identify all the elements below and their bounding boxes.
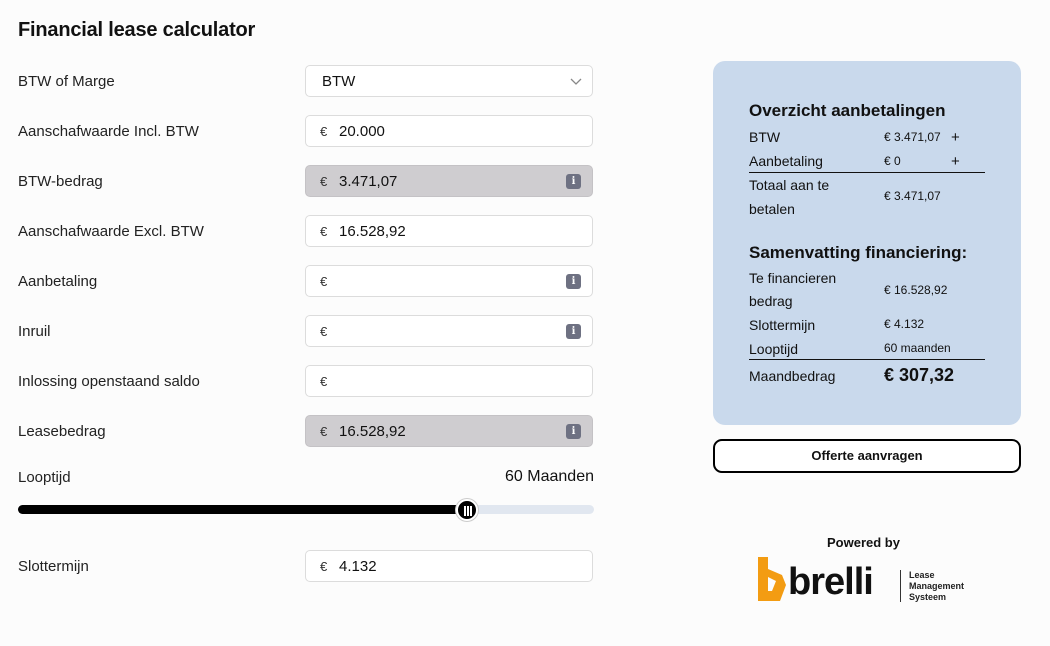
info-icon[interactable]: i bbox=[566, 274, 581, 289]
overzicht-btw-label: BTW bbox=[749, 129, 781, 145]
info-icon[interactable]: i bbox=[566, 174, 581, 189]
euro-icon: € bbox=[320, 124, 328, 139]
slottermijn-input[interactable] bbox=[305, 550, 593, 582]
looptijd-label: Looptijd bbox=[18, 469, 71, 486]
aanschafwaarde-incl-value: 20.000 bbox=[339, 123, 385, 140]
row-aanbetaling bbox=[18, 265, 595, 299]
overzicht-aanbetaling-label: Aanbetaling bbox=[749, 153, 823, 169]
slider-handle[interactable] bbox=[456, 499, 478, 521]
chevron-down-icon bbox=[570, 75, 582, 87]
btw-of-marge-select[interactable] bbox=[305, 65, 593, 97]
maandbedrag-label: Maandbedrag bbox=[749, 368, 836, 384]
overzicht-btw-value: € 3.471,07 bbox=[884, 130, 941, 144]
info-icon[interactable]: i bbox=[566, 424, 581, 439]
aanschafwaarde-incl-input[interactable] bbox=[305, 115, 593, 147]
euro-icon: € bbox=[320, 274, 328, 289]
inruil-input[interactable] bbox=[305, 315, 593, 347]
divider bbox=[749, 172, 985, 173]
info-icon[interactable]: i bbox=[566, 324, 581, 339]
overzicht-aanbetaling-value: € 0 bbox=[884, 154, 901, 168]
tagline-line-1: Lease bbox=[909, 570, 935, 580]
inlossing-input[interactable] bbox=[305, 365, 593, 397]
btw-bedrag-label: BTW-bedrag bbox=[18, 173, 103, 190]
aanschafwaarde-excl-input[interactable] bbox=[305, 215, 593, 247]
euro-icon: € bbox=[320, 174, 328, 189]
aanbetaling-input[interactable] bbox=[305, 265, 593, 297]
samenvatting-title: Samenvatting financiering: bbox=[749, 243, 968, 262]
euro-icon: € bbox=[320, 324, 328, 339]
row-inlossing bbox=[18, 365, 595, 399]
tagline-line-3: Systeem bbox=[909, 592, 947, 602]
plus-icon: + bbox=[951, 153, 960, 170]
aanschafwaarde-excl-label: Aanschafwaarde Excl. BTW bbox=[18, 223, 204, 240]
brelli-mark-icon bbox=[752, 555, 788, 603]
row-leasebedrag bbox=[18, 415, 595, 449]
totaal-label-1: Totaal aan te bbox=[749, 177, 830, 193]
looptijd-summary-label: Looptijd bbox=[749, 341, 799, 357]
summary-panel bbox=[713, 61, 1021, 425]
aanschafwaarde-incl-label: Aanschafwaarde Incl. BTW bbox=[18, 123, 199, 140]
row-inruil bbox=[18, 315, 595, 349]
leasebedrag-label: Leasebedrag bbox=[18, 423, 106, 440]
aanschafwaarde-excl-value: 16.528,92 bbox=[339, 223, 406, 240]
row-btw-of-marge bbox=[18, 65, 595, 99]
leasebedrag-value: 16.528,92 bbox=[339, 423, 406, 440]
row-aanschafwaarde-incl bbox=[18, 115, 595, 149]
maandbedrag-value: € 307,32 bbox=[884, 365, 955, 385]
aanbetaling-label: Aanbetaling bbox=[18, 273, 98, 290]
looptijd-slider[interactable] bbox=[18, 499, 594, 521]
slider-fill bbox=[18, 505, 467, 514]
euro-icon: € bbox=[320, 374, 328, 389]
row-slottermijn bbox=[18, 550, 595, 584]
row-btw-bedrag bbox=[18, 165, 595, 199]
btw-bedrag-value: 3.471,07 bbox=[339, 173, 398, 190]
offerte-aanvragen-button[interactable]: Offerte aanvragen bbox=[713, 439, 1021, 473]
logo-divider bbox=[900, 570, 901, 602]
slottermijn-label: Slottermijn bbox=[18, 558, 89, 575]
looptijd-value: 60 Maanden bbox=[505, 468, 594, 485]
overzicht-title: Overzicht aanbetalingen bbox=[749, 101, 946, 120]
euro-icon: € bbox=[320, 559, 328, 574]
slottermijn-summary-value: € 4.132 bbox=[884, 317, 925, 331]
slottermijn-value: 4.132 bbox=[339, 558, 377, 575]
looptijd-summary-value: 60 maanden bbox=[884, 341, 951, 355]
row-aanschafwaarde-excl bbox=[18, 215, 595, 249]
euro-icon: € bbox=[320, 424, 328, 439]
powered-by-label: Powered by bbox=[827, 535, 900, 550]
slottermijn-summary-label: Slottermijn bbox=[749, 317, 816, 333]
financieren-value: € 16.528,92 bbox=[884, 283, 948, 297]
btw-bedrag-input bbox=[305, 165, 593, 197]
totaal-label-2: betalen bbox=[749, 201, 795, 217]
financieren-label-2: bedrag bbox=[749, 293, 793, 309]
leasebedrag-input bbox=[305, 415, 593, 447]
brelli-wordmark: brelli bbox=[788, 561, 873, 603]
inlossing-label: Inlossing openstaand saldo bbox=[18, 373, 200, 390]
financieren-label-1: Te financieren bbox=[749, 270, 837, 286]
totaal-value: € 3.471,07 bbox=[884, 189, 941, 203]
page-title: Financial lease calculator bbox=[18, 19, 256, 41]
btw-of-marge-value: BTW bbox=[322, 73, 356, 90]
tagline-line-2: Management bbox=[909, 581, 965, 591]
inruil-label: Inruil bbox=[18, 323, 51, 340]
divider bbox=[749, 359, 985, 360]
btw-of-marge-label: BTW of Marge bbox=[18, 73, 115, 90]
logo-tagline bbox=[909, 570, 964, 603]
plus-icon: + bbox=[951, 129, 960, 146]
euro-icon: € bbox=[320, 224, 328, 239]
